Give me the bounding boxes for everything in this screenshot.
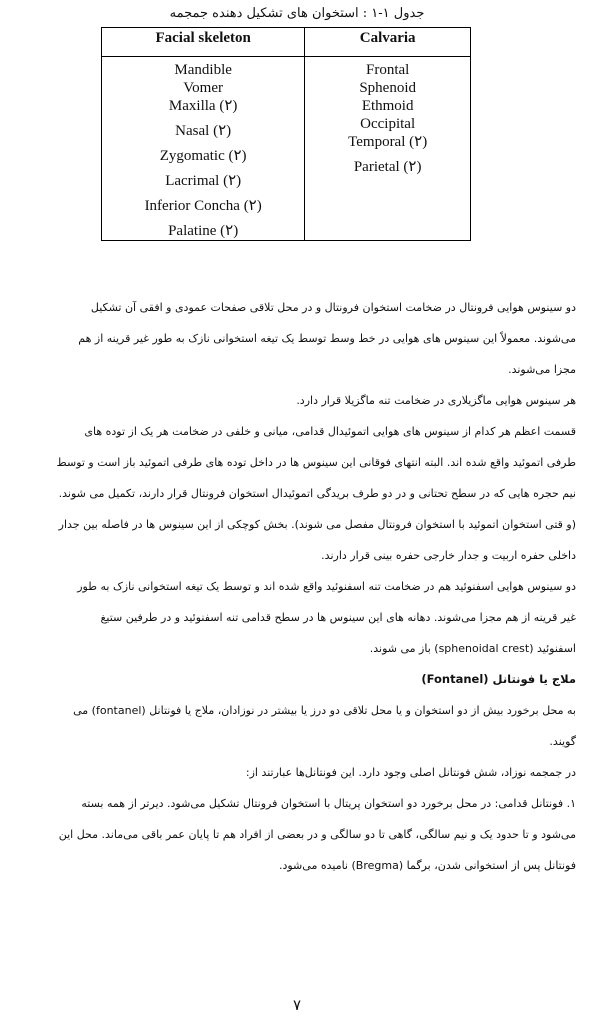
text-line: دو سینوس هوایی اسفنوئید هم در ضخامت تنه اسفنوئید واقع شده اند و توسط یک تیغه استخوانی نازک به طور xyxy=(77,580,576,593)
calvaria-bone-item: Sphenoid xyxy=(359,80,416,96)
facial-bone-item: Mandible xyxy=(174,62,232,78)
calvaria-bone-item: Frontal xyxy=(365,62,410,78)
text-line: داخلی حفره اربیت و جدار خارجی حفره بینی قرار دارند. xyxy=(321,549,576,562)
text-line: طرفی اتموئید واقع شده اند. البته انتهای فوقانی این سینوس ها در داخل توده های طرفی اتموئید باز است و توسط xyxy=(56,456,576,469)
calvaria-bone-item: Ethmoid xyxy=(361,98,414,114)
facial-bone-item: Inferior Concha (۲) xyxy=(144,198,262,214)
facial-bone-item: Lacrimal (۲) xyxy=(165,173,242,189)
text-line: در جمجمه نوزاد، شش فونتانل اصلی وجود دارد. این فونتانل‌ها عبارتند از: xyxy=(245,766,576,779)
header-calvaria: Calvaria xyxy=(305,28,471,57)
text-line: ۱. فونتانل قدامی: در محل برخورد دو استخوان پریتال با استخوان فرونتال تشکیل می‌شود. دیرتر از همه بسته xyxy=(81,797,576,810)
calvaria-bone-item: Temporal (۲) xyxy=(348,134,428,150)
text-line: به محل برخورد بیش از دو استخوان و یا محل تلاقی دو درز یا بیشتر در نوزادان، ملاج یا فونتانل (fontanel) می xyxy=(73,704,576,717)
text-line: می‌شود و تا حدود یک و نیم سالگی، گاهی تا دو سالگی و در بعضی از افراد هم تا پایان عمر باقی می‌ماند. محل این xyxy=(58,828,576,841)
body-text xyxy=(21,292,576,881)
facial-bone-item: Nasal (۲) xyxy=(175,123,232,139)
calvaria-bone-item: Occipital xyxy=(360,116,416,132)
text-line: هر سینوس هوایی ماگزیلاری در ضخامت تنه ماگزیلا قرار دارد. xyxy=(296,394,576,407)
text-line: فونتانل پس از استخوانی شدن، برگما (Bregma) نامیده می‌شود. xyxy=(278,859,576,872)
facial-skeleton-cell xyxy=(102,57,305,241)
table-caption: جدول ۱-۱ : استخوان های تشکیل دهنده جمجمه xyxy=(169,6,425,21)
calvaria-bone-item: Parietal (۲) xyxy=(353,159,422,175)
text-line: گویند. xyxy=(549,735,576,748)
facial-bone-item: Palatine (۲) xyxy=(168,223,239,239)
text-line: اسفنوئید (sphenoidal crest) باز می شوند. xyxy=(369,642,576,655)
page-number: ۷ xyxy=(292,996,302,1014)
facial-bone-item: Vomer xyxy=(183,80,224,96)
facial-bone-item: Maxilla (۲) xyxy=(168,98,238,114)
text-line: مجزا می‌شوند. xyxy=(508,363,576,376)
section-heading-fontanel: ملاج یا فونتانل (Fontanel) xyxy=(421,672,576,686)
text-line: غیر قرینه از هم مجزا می‌شوند. دهانه های این سینوس ها در سطح قدامی تنه اسفنوئید و در طرفین ستیغ xyxy=(100,611,576,624)
calvaria-cell xyxy=(305,57,471,241)
text-line: می‌شوند. معمولاً این سینوس های هوایی در خط وسط توسط یک تیغه استخوانی نازک به طور غیر قرینه از هم xyxy=(78,332,576,345)
text-line: نیم حجره هایی که در سطح تحتانی و در دو طرف بریدگی اتموئیدال استخوان فرونتال قرار دارند، تکمیل می شوند. xyxy=(58,487,576,500)
text-line: قسمت اعظم هر کدام از سینوس های هوایی اتموئیدال قدامی، میانی و خلفی در ضخامت هر یک از توده های xyxy=(84,425,576,438)
header-facial-skeleton: Facial skeleton xyxy=(102,28,305,57)
facial-bone-item: Zygomatic (۲) xyxy=(159,148,247,164)
text-line: دو سینوس هوایی فرونتال در ضخامت استخوان فرونتال و در محل تلاقی صفحات عمودی و افقی آن تشکیل xyxy=(90,301,576,314)
skull-bones-table xyxy=(101,27,471,241)
text-line: (و قتی استخوان اتموئید با استخوان فرونتال مفصل می شوند). بخش کوچکی از این سینوس ها در فاصله بین جدار xyxy=(58,518,576,531)
